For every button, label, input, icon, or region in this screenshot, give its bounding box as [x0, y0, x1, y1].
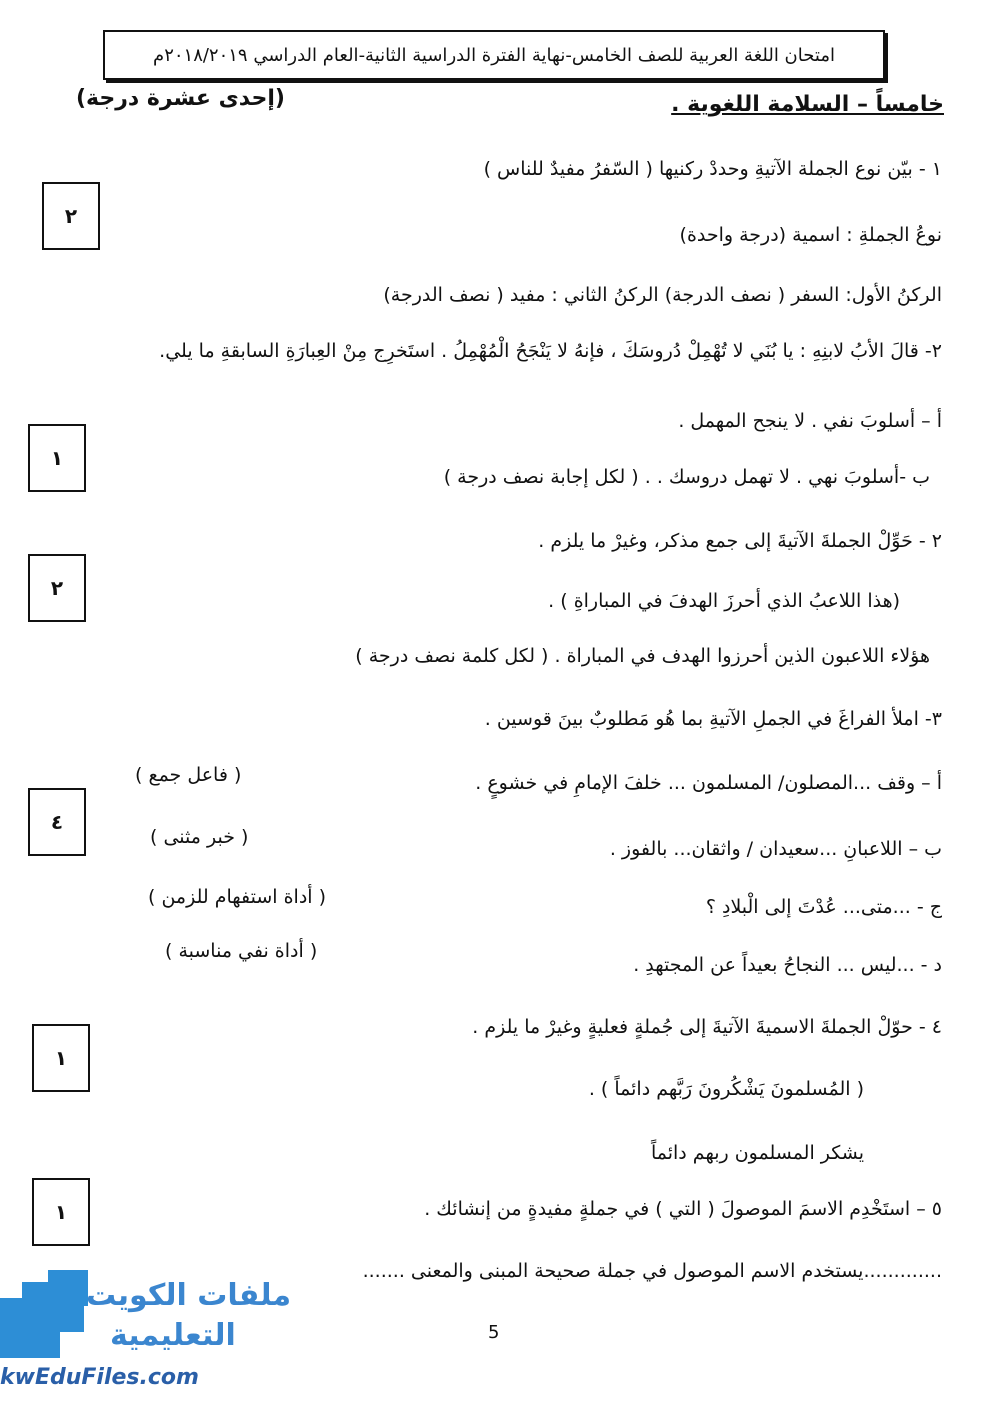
section-grade: (إحدى عشرة درجة) [76, 86, 285, 111]
section-title: خامساً – السلامة اللغوية . [671, 92, 944, 117]
score-box-q4 [28, 788, 86, 856]
score-value: ٢ [50, 576, 64, 600]
question-4-b: ب – اللاعبانِ ...سعيدان / واثقان... بالفوز . [609, 838, 942, 860]
question-4-a-hint: ( فاعل جمع ) [135, 764, 242, 786]
question-2-b: ب -أسلوبَ نهي . لا تهمل دروسك . . ( لكل إجابة نصف درجة ) [443, 466, 930, 488]
logo-text-line1: ملفات الكويت [86, 1278, 292, 1313]
exam-header [103, 30, 885, 80]
score-box-q2 [28, 424, 86, 492]
question-4-d: د - ...ليس ... النجاحُ بعيداً عن المجتهدِ . [633, 954, 942, 976]
score-value: ٤ [50, 810, 64, 834]
logo-text-line2: التعليمية [110, 1318, 236, 1353]
question-3-sentence: (هذا اللاعبُ الذي أحرزَ الهدفَ في المباراةِ ) . [548, 590, 900, 612]
score-value: ١ [54, 1046, 68, 1070]
logo-url: kwEduFiles.com [0, 1365, 199, 1390]
question-5: ٤ - حوّلْ الجملةَ الاسميةَ الآتيةَ إلى جُملةٍ فعليةٍ وغيرْ ما يلزم . [472, 1016, 942, 1038]
exam-title: امتحان اللغة العربية للصف الخامس-نهاية الفترة الدراسية الثانية-العام الدراسي ٢٠١٨/٢٠١٩م [153, 44, 835, 66]
question-5-sentence: ( المُسلمونَ يَشْكُرونَ رَبَّهم دائماً ) . [588, 1078, 864, 1100]
score-box-q6 [32, 1178, 90, 1246]
score-box-q3 [28, 554, 86, 622]
question-3-answer: هؤلاء اللاعبون الذين أحرزوا الهدف في المباراة . ( لكل كلمة نصف درجة ) [355, 645, 930, 667]
question-4-b-hint: ( خبر مثنى ) [150, 826, 249, 848]
question-6: ٥ – استَخْدِم الاسمَ الموصولَ ( التي ) في جملةٍ مفيدةٍ من إنشائك . [424, 1198, 942, 1220]
question-4-c-hint: ( أداة استفهام للزمن ) [148, 886, 327, 908]
score-value: ١ [50, 446, 64, 470]
question-4-a: أ – وقف ...المصلون/ المسلمون ... خلفَ الإمامِ في خشوعٍ . [475, 772, 942, 794]
site-logo [0, 1260, 292, 1400]
question-1: ١ - بيّن نوع الجملة الآتيةِ وحددْ ركنيها ( السّفرُ مفيدٌ للناس ) [483, 158, 942, 180]
question-4-c: ج - ...متى... عُدْتَ إلى الْبلادِ ؟ [705, 896, 942, 918]
question-1-pillars: الركنُ الأول: السفر ( نصف الدرجة) الركنُ الثاني : مفيد ( نصف الدرجة) [383, 284, 942, 306]
question-4: ٣- املأ الفراغَ في الجملِ الآتيةِ بما هُو مَطلوبٌ بينَ قوسين . [484, 708, 942, 730]
score-box-q1 [42, 182, 100, 250]
question-2-a: أ – أسلوبَ نفي . لا ينجح المهمل . [678, 410, 942, 432]
score-box-q5 [32, 1024, 90, 1092]
question-1-type: نوعُ الجملةِ : اسمية (درجة واحدة) [679, 224, 942, 246]
question-4-d-hint: ( أداة نفي مناسبة ) [165, 940, 318, 962]
score-value: ١ [54, 1200, 68, 1224]
question-3: ٢ - حَوِّلْ الجملةَ الآتيةَ إلى جمع مذكر، وغيرْ ما يلزم . [538, 530, 942, 552]
logo-square-icon [48, 1270, 88, 1306]
question-5-answer: يشكر المسلمون ربهم دائماً [650, 1142, 864, 1164]
question-6-answer: .............يستخدم الاسم الموصول في جملة صحيحة المبنى والمعنى ....... [362, 1260, 942, 1282]
question-2: ٢- قالَ الأبُ لابنِهِ : يا بُنَي لا تُهْمِلْ دُروسَكَ ، فإنهُ لا يَنْجَحُ الْمُهْمِلُ . استَخرِج مِنْ العِبارَةِ السابقةِ ما يلي. [159, 340, 942, 362]
page-number: 5 [488, 1322, 500, 1343]
score-value: ٢ [64, 204, 78, 228]
